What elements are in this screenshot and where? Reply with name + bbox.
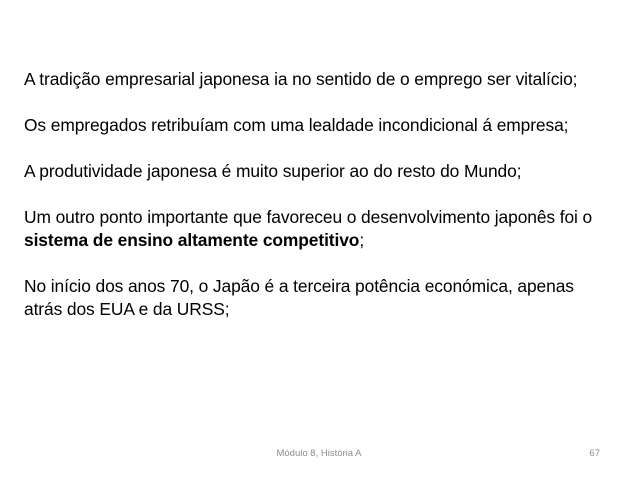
slide-body (24, 68, 614, 321)
footer-module-label: Módulo 8, História A (276, 448, 362, 459)
paragraph-education-system (24, 206, 614, 252)
paragraph-employee-loyalty: Os empregados retribuíam com uma lealdade incondicional á empresa; (24, 115, 569, 135)
paragraph-lifetime-employment: A tradição empresarial japonesa ia no sentido de o emprego ser vitalício; (24, 69, 578, 89)
education-text-prefix: Um outro ponto importante que favoreceu o desenvolvimento japonês foi o (24, 207, 593, 227)
paragraph-productivity: A produtividade japonesa é muito superior ao do resto do Mundo; (24, 161, 522, 181)
paragraph-economic-power: No início dos anos 70, o Japão é a terceira potência económica, apenas atrás dos EUA e da URSS; (24, 276, 574, 319)
education-text-suffix: ; (359, 230, 365, 250)
footer-page-number: 67 (589, 448, 600, 459)
education-text-emphasis: sistema de ensino altamente competitivo (24, 230, 360, 250)
